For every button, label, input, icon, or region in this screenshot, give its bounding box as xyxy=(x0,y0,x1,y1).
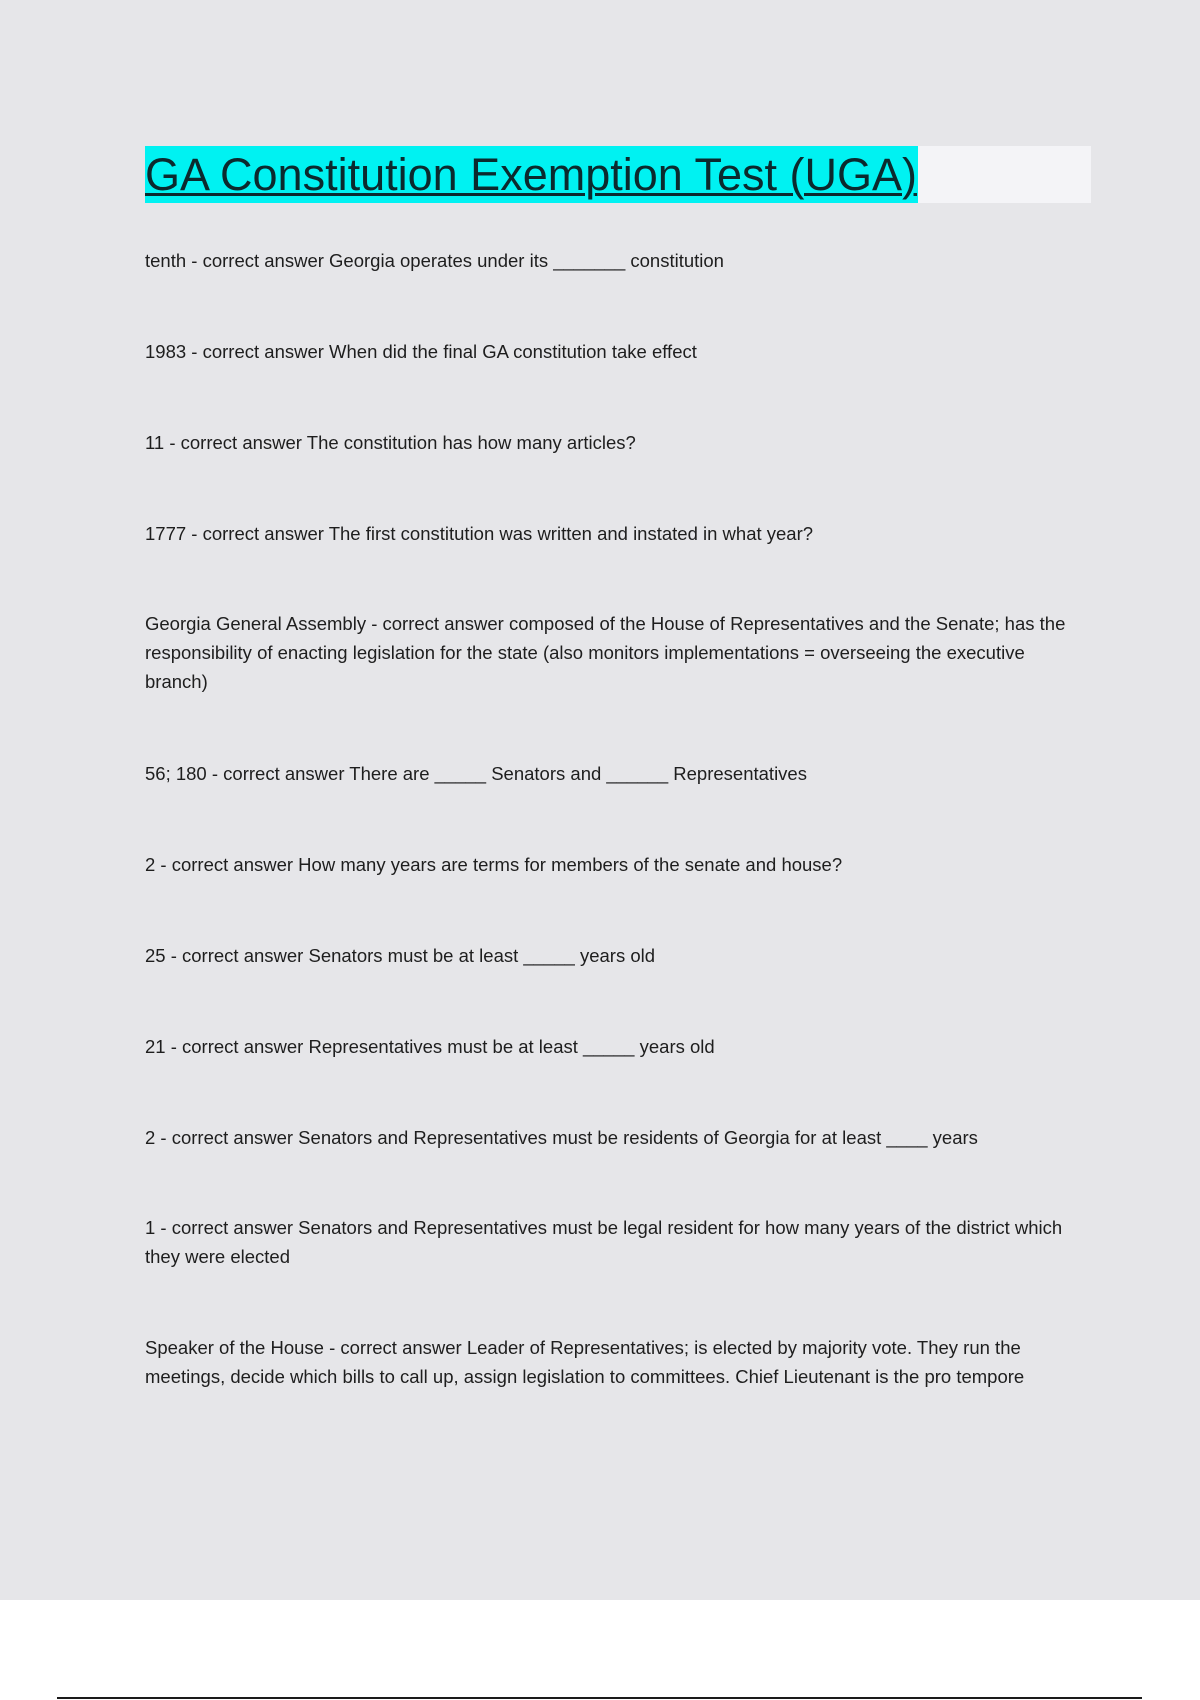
qa-item: 1983 - correct answer When did the final GA constitution take effect xyxy=(145,341,697,362)
qa-item: Speaker of the House - correct answer Leader of Representatives; is elected by majority vote. They run the meetings, decide which bills to call up, assign legislation to committees. Chief Lieutenant is the pro tempore xyxy=(145,1337,1025,1387)
qa-item: 1 - correct answer Senators and Representatives must be legal resident for how many years of the district which they were elected xyxy=(145,1217,1063,1267)
title-block xyxy=(145,146,1091,203)
qa-item: 1777 - correct answer The first constitution was written and instated in what year? xyxy=(145,523,814,544)
footer-divider xyxy=(57,1697,1142,1699)
qa-item: tenth - correct answer Georgia operates under its _______ constitution xyxy=(145,250,724,271)
qa-item: 2 - correct answer How many years are terms for members of the senate and house? xyxy=(145,854,843,875)
qa-item: 21 - correct answer Representatives must be at least _____ years old xyxy=(145,1036,715,1057)
qa-item: 2 - correct answer Senators and Representatives must be residents of Georgia for at least ____ years xyxy=(145,1127,978,1148)
qa-item: 56; 180 - correct answer There are _____ Senators and ______ Representatives xyxy=(145,763,807,784)
qa-item: 11 - correct answer The constitution has how many articles? xyxy=(145,432,636,453)
qa-item: Georgia General Assembly - correct answer composed of the House of Representatives and the Senate; has the responsibility of enacting legislation for the state (also monitors implementations = overseeing the executive branch) xyxy=(145,613,1066,692)
page-title: GA Constitution Exemption Test (UGA) xyxy=(145,146,918,203)
qa-item: 25 - correct answer Senators must be at least _____ years old xyxy=(145,945,656,966)
